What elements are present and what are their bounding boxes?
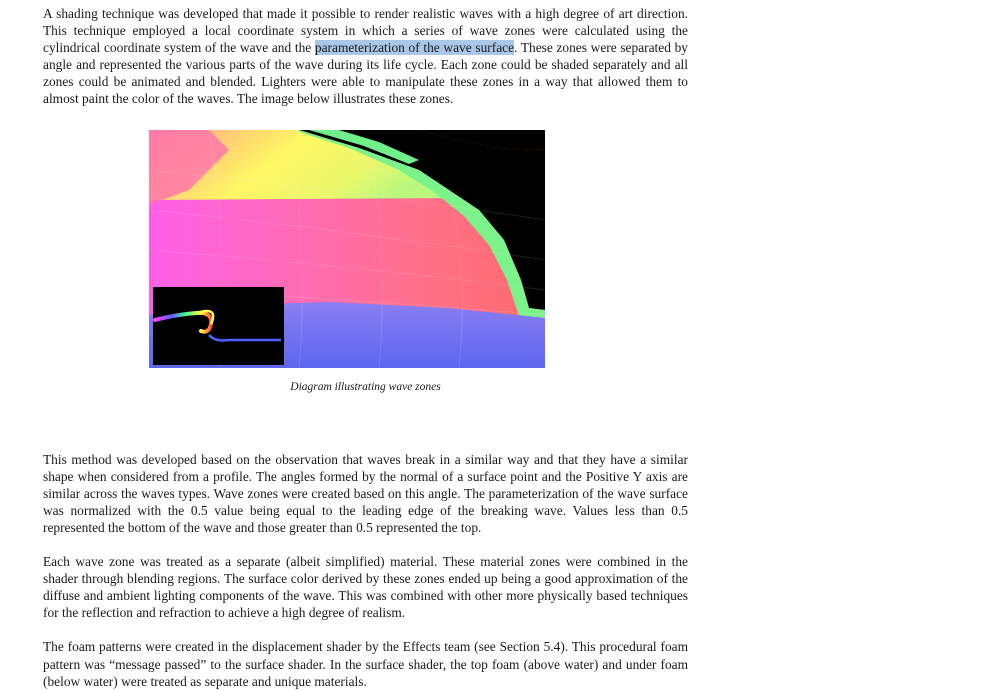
highlighted-text-selection[interactable]: parameterization of the wave surface (314, 40, 515, 56)
paragraph-1-text-end: . These zones were separated by angle and represented the various parts of the wave during its life cycle. Each zone could be shaded separately and all zones could be animated and blended. Lighters were able to manipulate these zones in a way that allowed them to almost paint the color of the waves. The image below illustrates these zones. (43, 40, 688, 107)
paragraph-3: Each wave zone was treated as a separate (albeit simplified) material. These material zones were combined in the shader through blending regions. The surface color derived by these zones ended up being a good approximation of the diffuse and ambient lighting components of the wave. This was combined with other more physically based techniques for the reflection and refraction to achieve a high degree of realism. (43, 554, 688, 621)
wave-zones-figure (43, 130, 688, 430)
wave-zones-image (149, 130, 545, 368)
paragraph-2: This method was developed based on the observation that waves break in a similar way and that they have a similar shape when considered from a profile. The angles formed by the normal of a surface point and the Positive Y axis are similar across the waves types. Wave zones were created based on this angle. The parameterization of the wave surface was normalized with the 0.5 value being equal to the leading edge of the breaking wave. Values less than 0.5 represented the bottom of the wave and those greater than 0.5 represented the top. (43, 451, 688, 535)
document-page (43, 5, 688, 690)
inset-profile-diagram (153, 287, 284, 365)
paragraph-1 (43, 5, 688, 108)
paragraph-4: The foam patterns were created in the displacement shader by the Effects team (see Section 5.4). This procedural foam pattern was “message passed” to the surface shader. In the surface shader, the top foam (above water) and under foam (below water) were treated as separate and unique materials. (43, 639, 688, 689)
figure-caption: Diagram illustrating wave zones (290, 380, 441, 393)
paragraph-1-text-start: A shading technique was developed that made it possible to render realistic waves with a high degree of art direction. This technique employed a local coordinate system in which a series of wave zones were calculated using the cylindrical coordinate system of the wave and the (43, 6, 688, 56)
